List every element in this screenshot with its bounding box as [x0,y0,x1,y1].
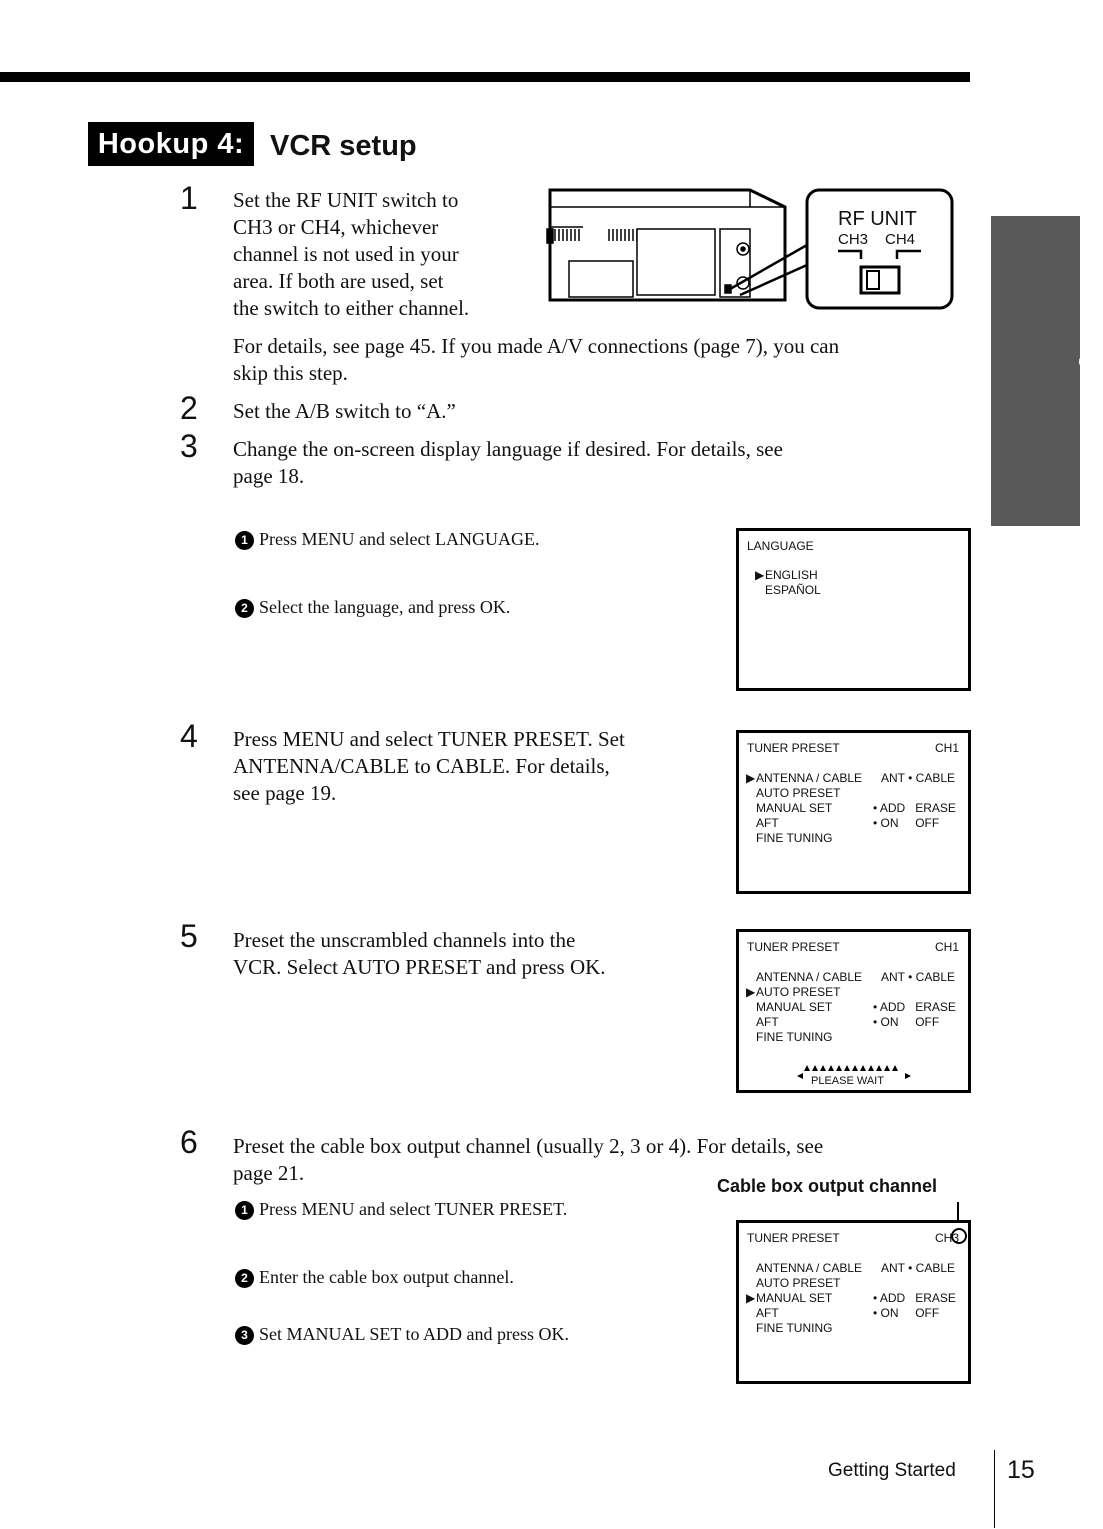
step-1-line: CH3 or CH4, whichever [233,215,439,239]
screen-title: LANGUAGE [747,539,814,553]
section-tab [991,216,1103,526]
page-title: VCR setup [270,130,417,162]
menu-antenna-cable: ANTENNA / CABLE [756,970,863,984]
circled-number-icon: 2 [235,599,254,618]
menu-fine-tuning: FINE TUNING [756,1030,833,1044]
step-3-line: Change the on-screen display language if desired. For details, see [233,437,783,461]
step-3-sub-2 [235,595,510,619]
step-1-line: the switch to either channel. [233,296,470,320]
step-3-line: page 18. [233,464,305,488]
sub-step-text: Press MENU and select LANGUAGE. [259,529,540,549]
highlight-circle-icon [951,1228,967,1244]
antenna-cable-options: ANT • CABLE [881,1261,956,1275]
step-5-number: 5 [180,918,198,954]
step-3-number: 3 [180,428,198,464]
step-4-text [233,726,625,807]
hookup-label: Hookup 4: [88,122,254,166]
tuner-preset-screen-3 [736,1220,971,1384]
cursor-icon: ▶ [746,771,756,785]
step-5-line: VCR. Select AUTO PRESET and press OK. [233,955,606,979]
menu-antenna-cable: ANTENNA / CABLE [756,1261,863,1275]
manual-set-options: • ADD ERASE [873,801,956,815]
step-6-line: Preset the cable box output channel (usually 2, 3 or 4). For details, see [233,1134,824,1158]
step-6-line: page 21. [233,1161,305,1185]
rf-unit-ch3: CH3 [838,231,869,248]
aft-options: • ON OFF [873,816,940,830]
manual-set-options: • ADD ERASE [873,1000,956,1014]
menu-fine-tuning: FINE TUNING [756,1321,833,1335]
menu-manual-set: MANUAL SET [756,1291,833,1305]
please-wait-label: PLEASE WAIT [811,1075,884,1087]
screen-title: TUNER PRESET [747,1231,840,1245]
step-3-sub-1 [235,527,539,551]
circled-number-icon: 1 [235,1201,254,1220]
step-1-line: channel is not used in your [233,242,459,266]
menu-manual-set: MANUAL SET [756,1000,833,1014]
step-1-detail-line: skip this step. [233,361,348,385]
step-4-line: ANTENNA/CABLE to CABLE. For details, [233,754,610,778]
step-5-text [233,927,606,981]
circled-number-icon: 3 [235,1326,254,1345]
menu-aft: AFT [756,1306,779,1320]
tuner-preset-screen-1 [736,730,971,894]
tuner-preset-screen-2 [736,929,971,1093]
menu-auto-preset: AUTO PRESET [756,786,841,800]
step-6-sub-1 [235,1197,567,1221]
aft-options: • ON OFF [873,1015,940,1029]
language-option-espanol: ESPAÑOL [765,583,821,597]
language-option-english: ENGLISH [765,568,818,582]
circled-number-icon: 1 [235,531,254,550]
rf-unit-title: RF UNIT [838,208,917,230]
step-4-line: see page 19. [233,781,337,805]
step-1-detail-line: For details, see page 45. If you made A/V connections (page 7), you can [233,334,840,358]
sub-step-text: Press MENU and select TUNER PRESET. [259,1199,568,1219]
menu-aft: AFT [756,816,779,830]
step-2-text: Set the A/B switch to “A.” [233,399,456,423]
antenna-cable-options: ANT • CABLE [881,771,956,785]
cursor-icon: ▶ [746,1291,756,1305]
channel-indicator: CH1 [935,741,960,755]
footer-section: Getting Started [828,1460,956,1481]
step-5-line: Preset the unscrambled channels into the [233,928,576,952]
step-1-detail [233,333,839,387]
aft-options: • ON OFF [873,1306,940,1320]
cursor-icon: ▶ [746,985,756,999]
menu-auto-preset: AUTO PRESET [756,1276,841,1290]
menu-manual-set: MANUAL SET [756,801,833,815]
screen-title: TUNER PRESET [747,940,840,954]
menu-fine-tuning: FINE TUNING [756,831,833,845]
menu-auto-preset: AUTO PRESET [756,985,841,999]
language-menu-screen [736,528,971,691]
antenna-cable-options: ANT • CABLE [881,970,956,984]
step-4-line: Press MENU and select TUNER PRESET. Set [233,727,625,751]
cable-box-output-label: Cable box output channel [717,1176,938,1196]
step-4-number: 4 [180,718,198,754]
step-1-text [233,187,469,322]
channel-indicator: CH3 [935,1231,960,1245]
step-6-sub-2 [235,1265,514,1289]
menu-antenna-cable: ANTENNA / CABLE [756,771,863,785]
footer-divider [994,1450,995,1528]
channel-indicator: CH1 [935,940,960,954]
menu-aft: AFT [756,1015,779,1029]
step-1-line: area. If both are used, set [233,269,444,293]
screen-title: TUNER PRESET [747,741,840,755]
step-3-text [233,436,783,490]
top-rule [0,72,970,82]
sub-step-text: Select the language, and press OK. [259,597,511,617]
step-6-number: 6 [180,1124,198,1160]
page-number: 15 [1007,1456,1035,1484]
sub-step-text: Enter the cable box output channel. [259,1267,514,1287]
step-1-line: Set the RF UNIT switch to [233,188,459,212]
section-tab-label: Getting Started [1078,291,1103,451]
manual-set-options: • ADD ERASE [873,1291,956,1305]
step-1-number: 1 [180,180,198,216]
step-2-number: 2 [180,390,198,426]
step-6-sub-3 [235,1322,569,1346]
cursor-icon: ▶ [755,568,765,582]
circled-number-icon: 2 [235,1269,254,1288]
vcr-rear-panel-illustration [545,185,965,315]
rf-unit-ch4: CH4 [885,231,916,248]
sub-step-text: Set MANUAL SET to ADD and press OK. [259,1324,569,1344]
